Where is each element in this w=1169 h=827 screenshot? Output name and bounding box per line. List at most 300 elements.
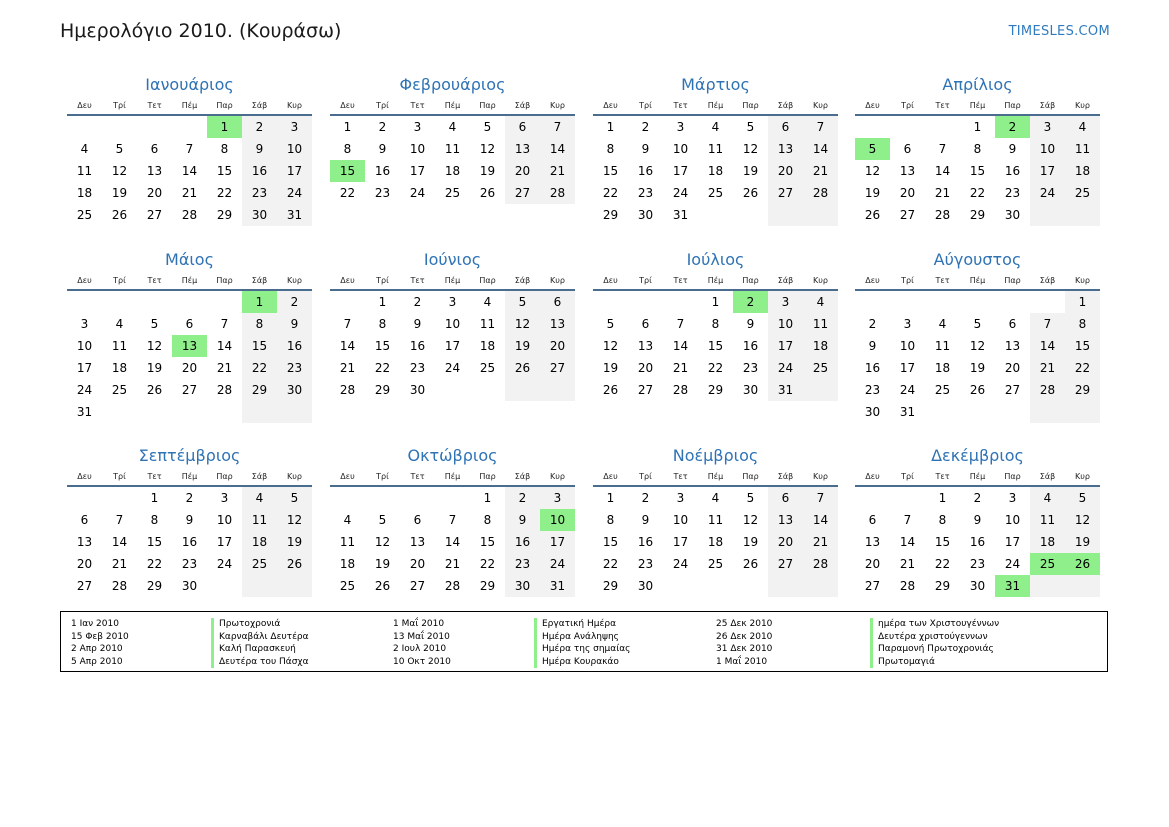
empty-cell — [698, 575, 733, 597]
day-cell: 2 — [277, 291, 312, 313]
day-cell: 5 — [277, 487, 312, 509]
day-cell: 24 — [444, 361, 461, 375]
day-cell: 28 — [899, 579, 916, 593]
day-cell: 31 — [899, 405, 916, 419]
day-cell: 12 — [277, 509, 312, 531]
empty-cell — [277, 401, 312, 423]
day-cell: 11 — [111, 339, 128, 353]
day-cell: 15 — [242, 335, 277, 357]
weekday-label: Τετ — [147, 471, 162, 481]
weekday-label: Παρ — [216, 275, 233, 285]
day-cell: 23 — [637, 186, 654, 200]
empty-cell — [733, 204, 768, 226]
weekday-label: Παρ — [479, 275, 496, 285]
day-cell: 10 — [444, 317, 461, 331]
month-name: Ιανουάριος — [145, 75, 234, 94]
day-cell: 20 — [181, 361, 198, 375]
legend-dates-col-1 — [71, 618, 129, 668]
holiday-day-cell: 2 — [733, 291, 768, 313]
legend-date: 1 Μαΐ 2010 — [393, 619, 445, 629]
day-cell: 25 — [707, 557, 724, 571]
day-cell: 28 — [540, 182, 575, 204]
month-block — [67, 445, 312, 597]
day-cell: 8 — [220, 142, 229, 156]
empty-cell — [995, 291, 1030, 313]
day-cell: 8 — [606, 142, 615, 156]
day-cell: 29 — [146, 579, 163, 593]
weekday-label: Πέμ — [181, 275, 198, 285]
day-cell: 25 — [707, 186, 724, 200]
month-name: Ιούλιος — [686, 250, 745, 269]
day-cell: 25 — [339, 579, 356, 593]
legend-names-col-3 — [870, 618, 999, 668]
day-cell: 4 — [80, 142, 89, 156]
day-cell: 30 — [277, 379, 312, 401]
legend-holiday-name: Δευτέρα του Πάσχα — [211, 656, 309, 669]
day-cell: 22 — [479, 557, 496, 571]
day-cell: 18 — [803, 335, 838, 357]
empty-cell — [67, 291, 102, 313]
weekday-header — [67, 271, 312, 291]
day-cell: 11 — [339, 535, 356, 549]
day-cell: 14 — [339, 339, 356, 353]
empty-cell — [1065, 401, 1100, 423]
empty-cell — [925, 116, 960, 138]
empty-cell — [925, 401, 960, 423]
empty-cell — [172, 401, 207, 423]
day-cell: 16 — [242, 160, 277, 182]
weekday-label: Τετ — [410, 275, 425, 285]
weekday-label: Παρ — [742, 275, 759, 285]
day-cell: 15 — [479, 535, 496, 549]
day-cell: 4 — [448, 120, 457, 134]
weekday-header — [67, 467, 312, 487]
weekday-label: Σάβ — [1039, 471, 1056, 481]
day-cell: 18 — [707, 164, 724, 178]
weekday-label: Τρί — [639, 275, 652, 285]
day-cell: 11 — [444, 142, 461, 156]
month-block — [855, 445, 1100, 597]
day-cell: 22 — [216, 186, 233, 200]
empty-cell — [277, 575, 312, 597]
day-cell: 6 — [505, 116, 540, 138]
day-cell: 14 — [899, 535, 916, 549]
day-cell: 28 — [444, 579, 461, 593]
day-cell: 27 — [864, 579, 881, 593]
empty-cell — [435, 487, 470, 509]
day-cell: 13 — [146, 164, 163, 178]
day-cell: 12 — [374, 535, 391, 549]
day-cell: 30 — [864, 405, 881, 419]
day-cell: 6 — [868, 513, 877, 527]
day-cell: 27 — [768, 182, 803, 204]
empty-cell — [242, 401, 277, 423]
day-cell: 11 — [76, 164, 93, 178]
holiday-day-cell: 15 — [330, 160, 365, 182]
day-cell: 17 — [277, 160, 312, 182]
weekday-label: Τετ — [147, 275, 162, 285]
day-cell: 19 — [479, 164, 496, 178]
day-cell: 8 — [483, 513, 492, 527]
empty-cell — [995, 401, 1030, 423]
day-cell: 5 — [378, 513, 387, 527]
day-cell: 24 — [768, 357, 803, 379]
day-cell: 5 — [483, 120, 492, 134]
day-cell: 23 — [409, 361, 426, 375]
day-cell: 22 — [242, 357, 277, 379]
day-cell: 23 — [505, 553, 540, 575]
day-cell: 7 — [1030, 313, 1065, 335]
empty-cell — [1030, 401, 1065, 423]
day-cell: 22 — [339, 186, 356, 200]
month-name: Απρίλιος — [942, 75, 1013, 94]
day-cell: 10 — [277, 138, 312, 160]
legend-holiday-name: ημέρα των Χριστουγέννων — [870, 618, 999, 631]
day-cell: 1 — [378, 295, 387, 309]
weekday-label: Παρ — [1004, 471, 1021, 481]
month-block — [67, 74, 312, 226]
weekday-label: Τρί — [376, 275, 389, 285]
day-cell: 17 — [409, 164, 426, 178]
holiday-day-cell: 10 — [540, 509, 575, 531]
holiday-day-cell: 1 — [242, 291, 277, 313]
weekday-label: Δευ — [865, 471, 880, 481]
day-cell: 15 — [602, 535, 619, 549]
day-cell: 6 — [768, 116, 803, 138]
day-cell: 20 — [637, 361, 654, 375]
day-cell: 27 — [409, 579, 426, 593]
day-cell: 18 — [444, 164, 461, 178]
day-cell: 9 — [242, 138, 277, 160]
weekday-header — [855, 467, 1100, 487]
empty-cell — [400, 487, 435, 509]
day-cell: 30 — [409, 383, 426, 397]
day-cell: 30 — [242, 204, 277, 226]
legend-date: 1 Ιαν 2010 — [71, 619, 119, 629]
day-grid — [330, 487, 575, 597]
day-cell: 16 — [277, 335, 312, 357]
empty-cell — [803, 379, 838, 401]
day-cell: 2 — [641, 120, 650, 134]
day-cell: 4 — [938, 317, 947, 331]
legend-names-col-2 — [534, 618, 630, 668]
day-grid — [330, 291, 575, 401]
day-cell: 8 — [606, 513, 615, 527]
weekday-label: Δευ — [603, 471, 618, 481]
weekday-label: Δευ — [340, 275, 355, 285]
day-cell: 4 — [803, 291, 838, 313]
day-cell: 6 — [1008, 317, 1017, 331]
weekday-label: Δευ — [603, 100, 618, 110]
empty-cell — [960, 291, 995, 313]
weekday-label: Πέμ — [707, 471, 724, 481]
weekday-label: Δευ — [77, 471, 92, 481]
day-cell: 27 — [505, 182, 540, 204]
day-cell: 7 — [938, 142, 947, 156]
day-cell: 18 — [1065, 160, 1100, 182]
legend-date: 2 Ιουλ 2010 — [393, 644, 447, 654]
day-cell: 1 — [606, 491, 615, 505]
day-cell: 9 — [378, 142, 387, 156]
day-cell: 3 — [277, 116, 312, 138]
empty-cell — [1030, 204, 1065, 226]
day-cell: 8 — [711, 317, 720, 331]
day-cell: 25 — [934, 383, 951, 397]
day-cell: 16 — [864, 361, 881, 375]
holiday-legend — [60, 611, 1108, 672]
empty-cell — [925, 291, 960, 313]
day-cell: 6 — [80, 513, 89, 527]
day-cell: 3 — [768, 291, 803, 313]
day-cell: 3 — [448, 295, 457, 309]
day-cell: 20 — [768, 160, 803, 182]
day-cell: 2 — [242, 116, 277, 138]
month-name: Μάιος — [165, 250, 214, 269]
weekday-label: Δευ — [77, 275, 92, 285]
day-cell: 28 — [934, 208, 951, 222]
day-cell: 12 — [505, 313, 540, 335]
day-cell: 27 — [637, 383, 654, 397]
legend-holiday-name: Καρναβάλι Δευτέρα — [211, 631, 309, 644]
weekday-label: Παρ — [479, 471, 496, 481]
month-block — [330, 74, 575, 204]
day-cell: 16 — [374, 164, 391, 178]
legend-holiday-name: Πρωτομαγιά — [870, 656, 999, 669]
day-cell: 8 — [973, 142, 982, 156]
day-cell: 27 — [1004, 383, 1021, 397]
day-cell: 30 — [742, 383, 759, 397]
day-cell: 28 — [803, 553, 838, 575]
day-cell: 12 — [969, 339, 986, 353]
day-cell: 19 — [146, 361, 163, 375]
day-cell: 15 — [602, 164, 619, 178]
month-name: Σεπτέμβριος — [138, 446, 241, 465]
weekday-header — [855, 271, 1100, 291]
weekday-label: Τετ — [935, 275, 950, 285]
month-name: Μάρτιος — [681, 75, 750, 94]
day-cell: 27 — [76, 579, 93, 593]
day-cell: 17 — [899, 361, 916, 375]
day-cell: 14 — [803, 138, 838, 160]
day-cell: 25 — [479, 361, 496, 375]
day-cell: 25 — [242, 553, 277, 575]
day-cell: 16 — [505, 531, 540, 553]
day-cell: 18 — [242, 531, 277, 553]
day-cell: 2 — [641, 491, 650, 505]
day-cell: 29 — [242, 379, 277, 401]
empty-cell — [733, 575, 768, 597]
day-cell: 29 — [216, 208, 233, 222]
empty-cell — [67, 487, 102, 509]
day-cell: 9 — [1008, 142, 1017, 156]
day-cell: 14 — [181, 164, 198, 178]
day-cell: 7 — [803, 116, 838, 138]
day-cell: 3 — [676, 120, 685, 134]
day-cell: 22 — [602, 186, 619, 200]
day-cell: 21 — [934, 186, 951, 200]
weekday-label: Κυρ — [1075, 471, 1090, 481]
day-cell: 29 — [479, 579, 496, 593]
day-cell: 24 — [409, 186, 426, 200]
day-cell: 26 — [602, 383, 619, 397]
day-grid — [67, 116, 312, 226]
day-cell: 20 — [1004, 361, 1021, 375]
month-name: Οκτώβριος — [407, 446, 498, 465]
day-cell: 29 — [969, 208, 986, 222]
day-cell: 18 — [479, 339, 496, 353]
empty-cell — [890, 116, 925, 138]
day-cell: 25 — [444, 186, 461, 200]
empty-cell — [768, 204, 803, 226]
month-block — [855, 249, 1100, 423]
day-cell: 14 — [934, 164, 951, 178]
weekday-label: Κυρ — [813, 275, 828, 285]
day-cell: 19 — [742, 535, 759, 549]
day-cell: 21 — [803, 531, 838, 553]
month-block — [855, 74, 1100, 226]
weekday-label: Σάβ — [514, 100, 531, 110]
day-cell: 6 — [641, 317, 650, 331]
legend-date: 31 Δεκ 2010 — [716, 644, 773, 654]
weekday-label: Πέμ — [181, 471, 198, 481]
day-cell: 17 — [216, 535, 233, 549]
weekday-label: Σάβ — [777, 275, 794, 285]
empty-cell — [628, 291, 663, 313]
day-cell: 9 — [641, 142, 650, 156]
weekday-label: Δευ — [865, 275, 880, 285]
day-cell: 20 — [864, 557, 881, 571]
empty-cell — [137, 116, 172, 138]
weekday-label: Δευ — [340, 471, 355, 481]
day-cell: 29 — [374, 383, 391, 397]
day-cell: 24 — [540, 553, 575, 575]
empty-cell — [207, 401, 242, 423]
legend-date: 13 Μαΐ 2010 — [393, 631, 450, 642]
day-cell: 17 — [1030, 160, 1065, 182]
day-cell: 19 — [742, 164, 759, 178]
day-cell: 27 — [768, 553, 803, 575]
day-cell: 14 — [216, 339, 233, 353]
month-block — [330, 249, 575, 401]
day-cell: 13 — [864, 535, 881, 549]
weekday-label: Τρί — [113, 471, 126, 481]
day-cell: 4 — [1065, 116, 1100, 138]
weekday-label: Κυρ — [1075, 100, 1090, 110]
weekday-label: Σάβ — [251, 275, 268, 285]
day-cell: 8 — [1065, 313, 1100, 335]
weekday-label: Δευ — [77, 100, 92, 110]
day-cell: 18 — [76, 186, 93, 200]
day-cell: 17 — [672, 535, 689, 549]
weekday-label: Πέμ — [969, 275, 986, 285]
page-title: Ημερολόγιο 2010. (Κουράσω) — [60, 20, 342, 42]
day-cell: 17 — [76, 361, 93, 375]
empty-cell — [207, 575, 242, 597]
day-cell: 16 — [637, 164, 654, 178]
holiday-day-cell: 25 — [1030, 553, 1065, 575]
legend-date: 1 Μαΐ 2010 — [716, 656, 768, 667]
day-cell: 12 — [1065, 509, 1100, 531]
day-cell: 31 — [277, 204, 312, 226]
day-cell: 7 — [115, 513, 124, 527]
weekday-label: Σάβ — [1039, 100, 1056, 110]
day-cell: 16 — [409, 339, 426, 353]
day-cell: 21 — [899, 557, 916, 571]
day-cell: 26 — [277, 553, 312, 575]
day-cell: 9 — [973, 513, 982, 527]
day-cell: 30 — [505, 575, 540, 597]
day-cell: 7 — [903, 513, 912, 527]
day-cell: 12 — [146, 339, 163, 353]
weekday-label: Πέμ — [969, 100, 986, 110]
day-cell: 11 — [479, 317, 496, 331]
weekday-label: Πέμ — [181, 100, 198, 110]
day-cell: 7 — [540, 116, 575, 138]
day-cell: 6 — [903, 142, 912, 156]
day-cell: 5 — [746, 120, 755, 134]
day-cell: 3 — [540, 487, 575, 509]
empty-cell — [698, 204, 733, 226]
empty-cell — [855, 116, 890, 138]
day-cell: 17 — [540, 531, 575, 553]
day-cell: 21 — [1030, 357, 1065, 379]
day-cell: 17 — [672, 164, 689, 178]
day-cell: 20 — [409, 557, 426, 571]
weekday-label: Τετ — [147, 100, 162, 110]
day-cell: 26 — [505, 357, 540, 379]
day-cell: 17 — [1004, 535, 1021, 549]
day-cell: 31 — [76, 405, 93, 419]
day-cell: 24 — [672, 186, 689, 200]
weekday-label: Τρί — [113, 100, 126, 110]
day-cell: 16 — [637, 535, 654, 549]
day-cell: 22 — [934, 557, 951, 571]
weekday-header — [67, 96, 312, 116]
weekday-label: Πέμ — [444, 275, 461, 285]
day-cell: 6 — [540, 291, 575, 313]
site-link[interactable]: TIMESLES.COM — [1008, 24, 1110, 39]
day-cell: 30 — [969, 579, 986, 593]
day-cell: 4 — [483, 295, 492, 309]
day-cell: 28 — [339, 383, 356, 397]
weekday-label: Σάβ — [514, 471, 531, 481]
day-cell: 13 — [505, 138, 540, 160]
weekday-label: Κυρ — [550, 275, 565, 285]
day-cell: 5 — [973, 317, 982, 331]
day-cell: 14 — [1030, 335, 1065, 357]
weekday-label: Τρί — [376, 100, 389, 110]
day-cell: 20 — [540, 335, 575, 357]
day-cell: 5 — [1065, 487, 1100, 509]
legend-holiday-name: Ημέρα της σημαίας — [534, 643, 630, 656]
day-cell: 2 — [505, 487, 540, 509]
day-cell: 3 — [80, 317, 89, 331]
day-cell: 1 — [606, 120, 615, 134]
day-cell: 21 — [339, 361, 356, 375]
day-cell: 6 — [768, 487, 803, 509]
holiday-day-cell: 2 — [995, 116, 1030, 138]
day-cell: 30 — [1004, 208, 1021, 222]
day-cell: 28 — [216, 383, 233, 397]
weekday-label: Σάβ — [251, 471, 268, 481]
legend-holiday-name: Καλή Παρασκευή — [211, 643, 309, 656]
holiday-day-cell: 1 — [207, 116, 242, 138]
day-cell: 23 — [181, 557, 198, 571]
day-cell: 1 — [1065, 291, 1100, 313]
weekday-label: Τρί — [901, 275, 914, 285]
weekday-label: Σάβ — [777, 100, 794, 110]
day-cell: 26 — [146, 383, 163, 397]
